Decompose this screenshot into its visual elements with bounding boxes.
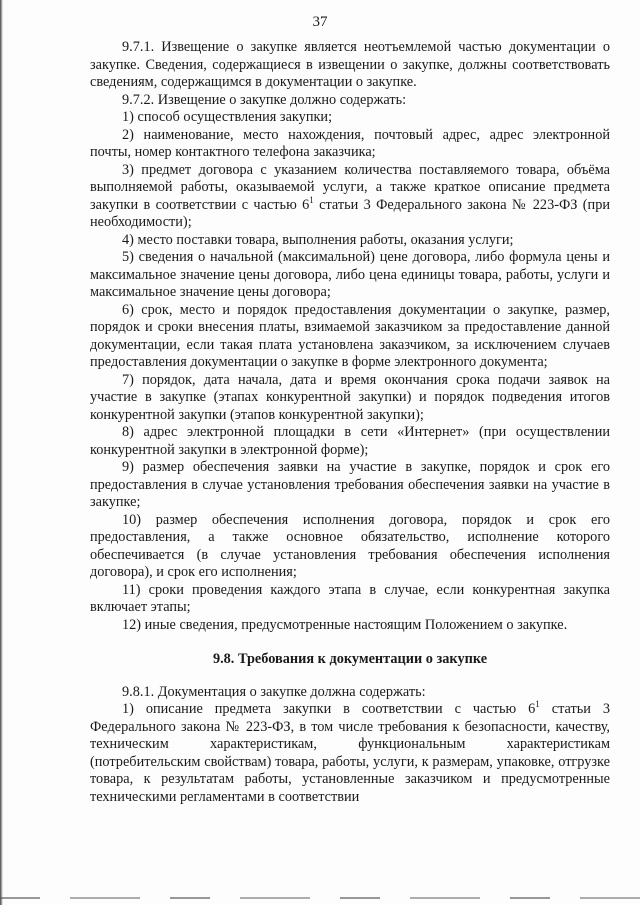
list-item-12: 12) иные сведения, предусмотренные настоящим Положением о закупке.	[122, 616, 568, 633]
list-item-5: 5) сведения о начальной (максимальной) цене договора, либо формула цены и максимальное значение цены договора, либо цена единицы товара, работы, услуги и максимальное значение цены договора;	[90, 249, 610, 300]
section-heading: 9.8. Требования к документации о закупке	[212, 651, 488, 667]
list-item-3-text-end: статьи 3 Федерального закона № 223-ФЗ (при необходимости);	[90, 196, 610, 230]
scan-edge-shadow	[0, 0, 3, 905]
scan-bottom-edge	[0, 897, 640, 899]
list-item-8: 8) адрес электронной площадки в сети «Интернет» (при осуществлении конкурентной закупки в электронной форме);	[90, 424, 610, 458]
list-item-9-8-1-1-text-start: 1) описание предмета закупки в соответствии с частью 6	[122, 701, 536, 717]
list-item-9: 9) размер обеспечения заявки на участие в закупке, порядок и срок его предоставления в случае установления требования обеспечения заявки на участие в закупке;	[90, 459, 610, 510]
paragraph-9-7-2: 9.7.2. Извещение о закупке должно содержать:	[122, 91, 407, 108]
list-item-3-text-start: 3) предмет договора с указанием количества поставляемого товара, объёма выполняемой работы, оказываемой услуги, а также краткое описание предмета закупки в соответствии с частью 6	[90, 161, 610, 213]
document-body	[90, 39, 610, 806]
list-item-9-8-1-1-text-end: статьи 3 Федерального закона № 223-ФЗ, в том числе требования к безопасности, качеству, техническим характеристикам, функциональным характеристикам (потребительским свойствам) товара, работы, услуги, к размерам, упаковке, отгрузке товара, к результатам работы, установленные заказчиком и предусмотренные техническими регламентами в соответствии	[90, 701, 610, 805]
paragraph-9-8-1: 9.8.1. Документация о закупке должна содержать:	[122, 683, 426, 700]
list-item-1: 1) способ осуществления закупки;	[122, 109, 333, 125]
paragraph-9-7-1: 9.7.1. Извещение о закупке является неотъемлемой частью документации о закупке. Сведения, содержащиеся в извещении о закупке, должны соответствовать сведениям, содержащимся в документации о закупке.	[90, 39, 610, 90]
list-item-6: 6) срок, место и порядок предоставления документации о закупке, размер, порядок и сроки внесения платы, взимаемой заказчиком за предоставление данной документации, если такая плата установлена заказчиком, за исключением случаев предоставления документации о закупке в форме электронного документа;	[90, 301, 610, 370]
list-item-4: 4) место поставки товара, выполнения работы, оказания услуги;	[122, 231, 514, 248]
list-item-7: 7) порядок, дата начала, дата и время окончания срока подачи заявок на участие в закупке (этапах конкурентной закупки) и порядок подведения итогов конкурентной закупки (этапов конкурентной закупки);	[90, 371, 610, 423]
list-item-9-8-1-1	[90, 701, 610, 806]
list-item-11: 11) сроки проведения каждого этапа в случае, если конкурентная закупка включает этапы;	[90, 581, 610, 615]
list-item-10: 10) размер обеспечения исполнения договора, порядок и срок его предоставления, а также основное обязательство, исполнение которого обеспечивается (в случае установления требования обеспечения исполнения договора), и срок его исполнения;	[90, 511, 610, 580]
page-number: 37	[312, 14, 328, 30]
superscript: 1	[535, 699, 540, 710]
list-item-3	[90, 162, 610, 232]
list-item-2: 2) наименование, место нахождения, почтовый адрес, адрес электронной почты, номер контактного телефона заказчика;	[90, 126, 610, 160]
superscript: 1	[309, 194, 314, 205]
